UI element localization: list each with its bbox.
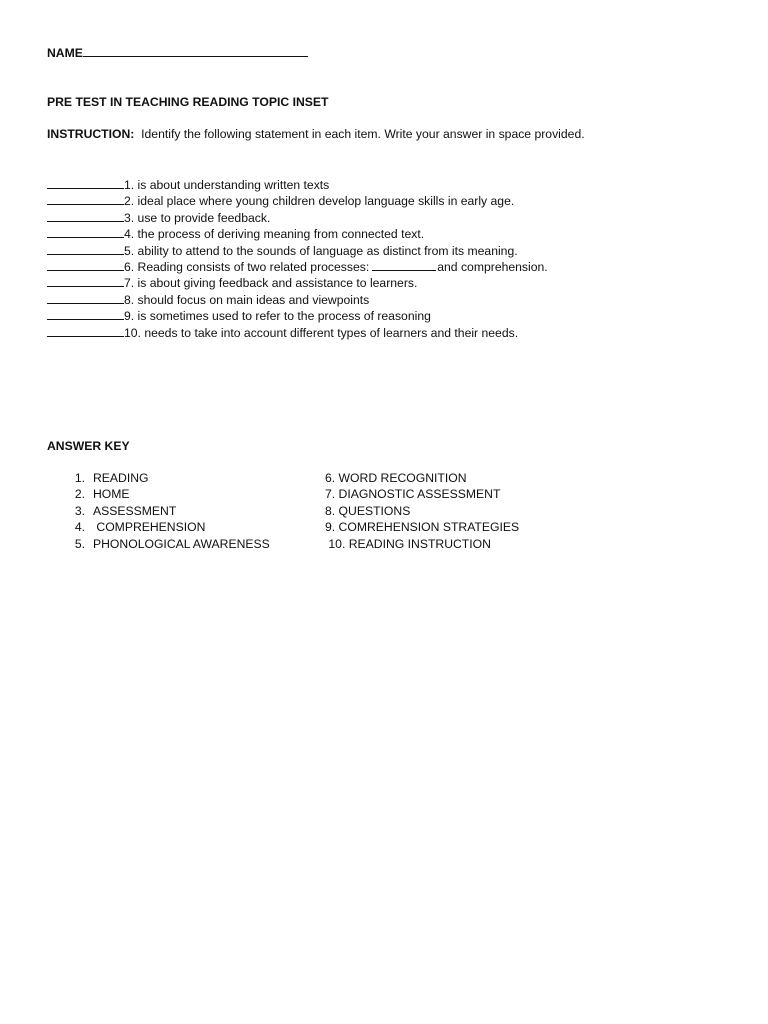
question-item <box>47 192 548 208</box>
answer-blank <box>47 242 124 255</box>
question-item <box>47 258 548 274</box>
question-text: 3. use to provide feedback. <box>124 210 271 225</box>
question-text: 7. is about giving feedback and assistance to learners. <box>124 276 418 291</box>
question-item <box>47 307 548 323</box>
question-text: 4. the process of deriving meaning from connected text. <box>124 227 425 242</box>
question-item <box>47 209 548 225</box>
answer-blank <box>47 176 124 189</box>
question-text: 10. needs to take into account different types of learners and their needs. <box>124 325 519 340</box>
answer-number: 3. <box>74 503 85 518</box>
name-field-row <box>47 44 308 61</box>
answer-text-right: 9. COMREHENSION STRATEGIES <box>325 520 520 535</box>
answer-blank <box>47 324 124 337</box>
question-text: 1. is about understanding written texts <box>124 178 330 192</box>
answer-number: 5. <box>74 536 85 551</box>
answer-blank <box>47 209 124 222</box>
question-item <box>47 242 548 258</box>
answer-number: 4. <box>74 520 85 535</box>
answer-key-row <box>47 486 647 502</box>
name-label: NAME <box>47 46 83 60</box>
answer-key-row <box>47 536 647 552</box>
answer-text: PHONOLOGICAL AWARENESS <box>93 536 270 551</box>
answer-blank <box>47 274 124 287</box>
question-text: 6. Reading consists of two related processes: <box>124 259 370 274</box>
answer-blank <box>47 192 124 205</box>
answer-key-heading: ANSWER KEY <box>47 439 130 453</box>
question-text: 9. is sometimes used to refer to the process of reasoning <box>124 309 431 324</box>
answer-blank <box>47 307 124 320</box>
inline-blank <box>372 258 436 271</box>
answer-text: ASSESSMENT <box>93 503 177 518</box>
answer-key-list <box>47 470 647 552</box>
question-text: 5. ability to attend to the sounds of language as distinct from its meaning. <box>124 243 518 258</box>
instruction-row <box>47 126 585 142</box>
name-blank-line <box>83 44 308 57</box>
answer-text-right: 10. READING INSTRUCTION <box>325 536 491 551</box>
answer-blank <box>47 291 124 304</box>
answer-key-row <box>47 470 647 486</box>
question-item <box>47 176 548 192</box>
answer-number: 1. <box>74 471 85 485</box>
answer-blank <box>47 258 124 271</box>
question-item <box>47 274 548 290</box>
question-list <box>47 176 548 340</box>
instruction-text: Identify the following statement in each item. Write your answer in space provided. <box>141 127 585 141</box>
instruction-label: INSTRUCTION: <box>47 127 135 141</box>
answer-key-row <box>47 519 647 535</box>
question-suffix: and comprehension. <box>437 259 548 274</box>
answer-text: HOME <box>93 487 130 502</box>
answer-text: READING <box>93 471 149 485</box>
answer-blank <box>47 225 124 238</box>
answer-text-right: 6. WORD RECOGNITION <box>325 471 467 485</box>
answer-text-right: 7. DIAGNOSTIC ASSESSMENT <box>325 487 501 502</box>
answer-number: 2. <box>74 487 85 502</box>
question-text: 2. ideal place where young children develop language skills in early age. <box>124 194 515 209</box>
answer-key-row <box>47 503 647 519</box>
page-title: PRE TEST IN TEACHING READING TOPIC INSET <box>47 95 329 109</box>
question-item <box>47 225 548 241</box>
question-item <box>47 324 548 340</box>
answer-text: COMPREHENSION <box>93 520 206 535</box>
question-text: 8. should focus on main ideas and viewpoints <box>124 292 370 307</box>
answer-text-right: 8. QUESTIONS <box>325 503 411 518</box>
question-item <box>47 291 548 307</box>
